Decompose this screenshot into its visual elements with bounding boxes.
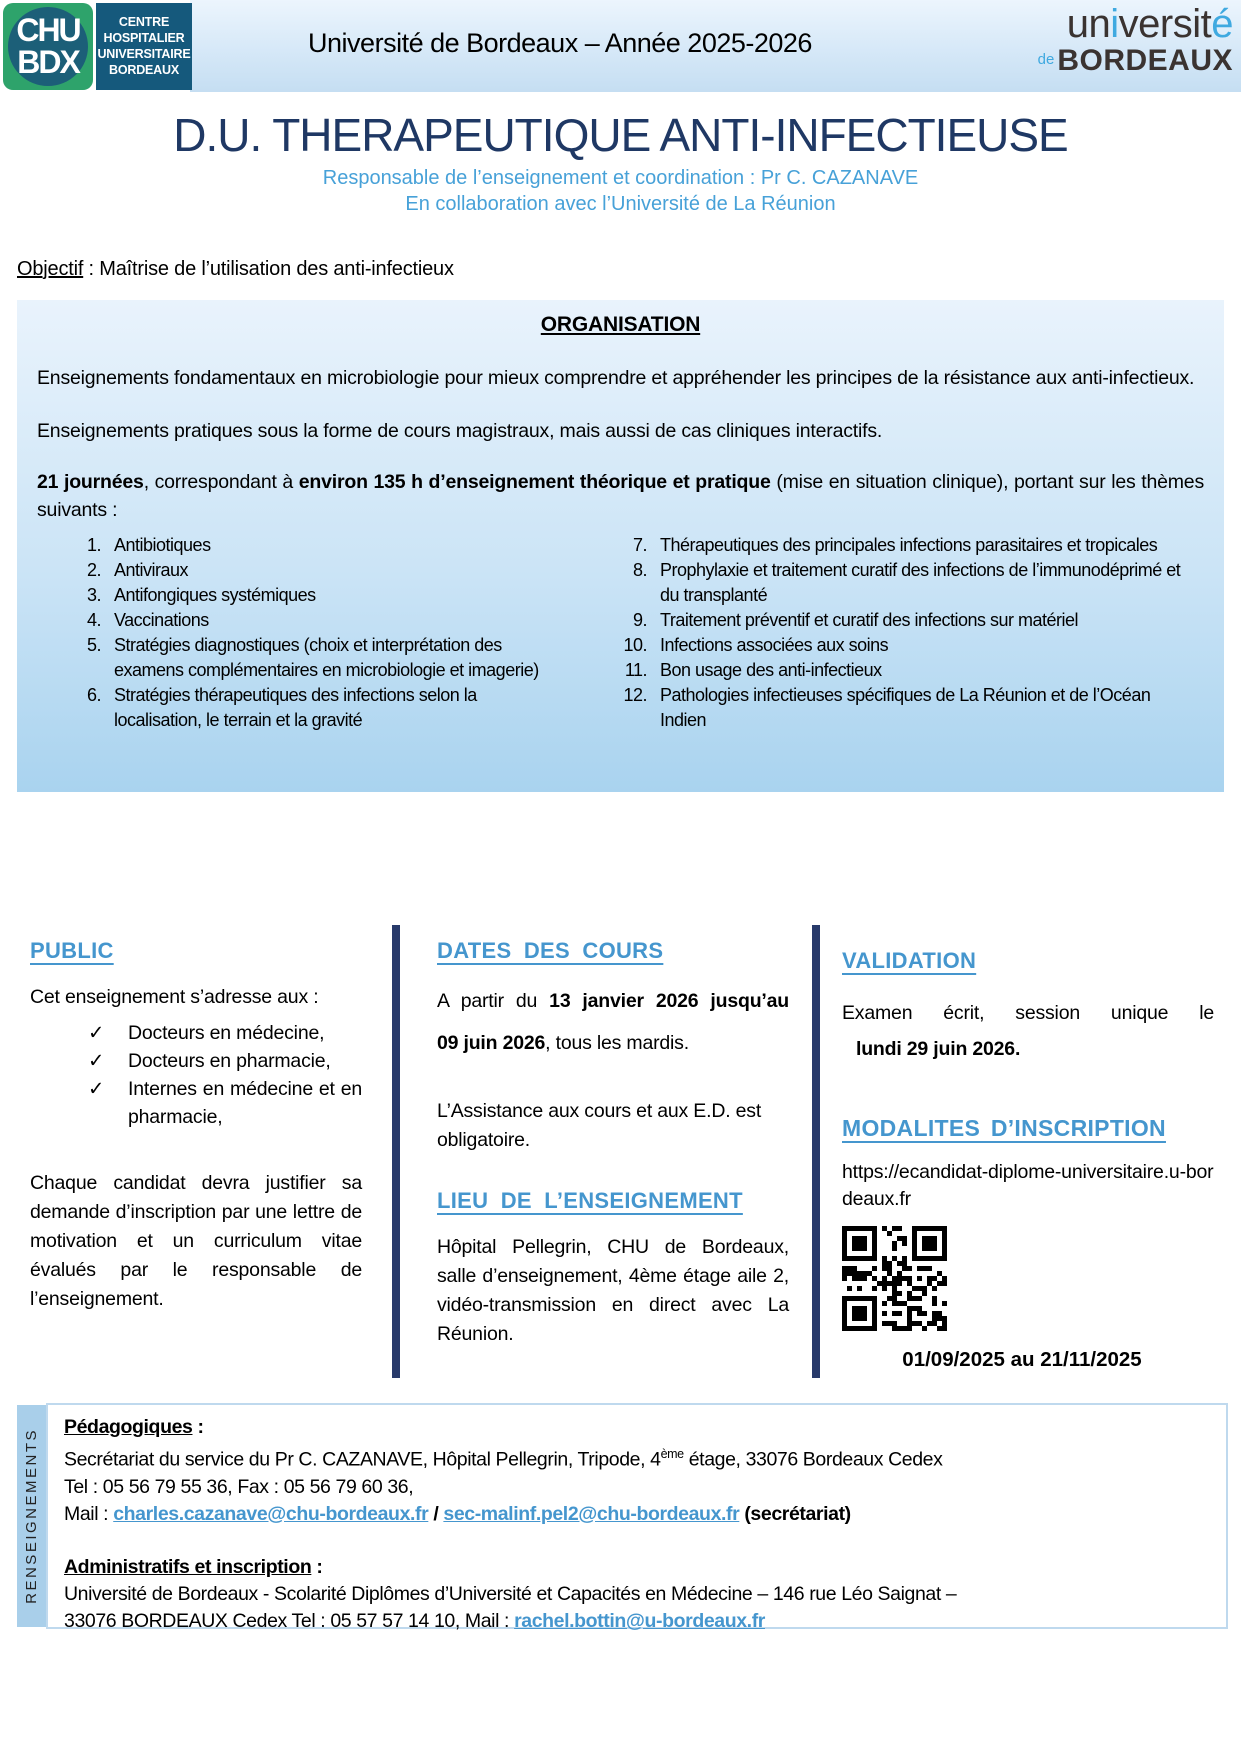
attendance-note: L’Assistance aux cours et aux E.D. est obligatoire. [437, 1100, 762, 1151]
inscription-period: 01/09/2025 au 21/11/2025 [902, 1348, 1142, 1371]
qr-finder-bottom-left [842, 1296, 877, 1331]
public-section [30, 938, 362, 1314]
heading-colon: : [192, 1416, 204, 1438]
inscription-url-link[interactable]: https://ecandidat-diplome-universitaire.u-bordeaux.fr [842, 1161, 1214, 1210]
chu-bdx-logo [3, 3, 93, 90]
pedagogiques-heading [64, 1414, 1212, 1441]
theme-text: Stratégies thérapeutiques des infections selon la localisation, le terrain et la gravité [114, 685, 477, 730]
theme-number: 10. [623, 635, 647, 655]
dates-heading: DATES DES COURS [437, 938, 664, 963]
public-checklist [30, 1019, 362, 1131]
ub-logo-word [1038, 4, 1233, 44]
theme-item [67, 533, 567, 558]
ub-logo-city: BORDEAUX [1057, 44, 1233, 77]
theme-item [603, 633, 1196, 658]
chu-acronym-line2: BDX [17, 44, 79, 80]
column-divider [812, 925, 820, 1378]
theme-text: Bon usage des anti-infectieux [660, 660, 882, 680]
theme-number: 1. [86, 535, 101, 555]
check-item-text: Docteurs en médecine, [128, 1022, 325, 1044]
themes-column-right [603, 533, 1196, 733]
theme-text: Prophylaxie et traitement curatif des infections de l’immunodéprimé et du transplanté [660, 560, 1181, 605]
theme-text: Thérapeutiques des principales infections parasitaires et tropicales [660, 535, 1158, 555]
organisation-paragraph-1: Enseignements fondamentaux en microbiologie pour mieux comprendre et appréhender les principes de la résistance aux anti-infectieux. [37, 367, 1195, 389]
theme-number: 4. [86, 610, 101, 630]
check-item-text: Internes en médecine et en pharmacie, [128, 1078, 362, 1128]
theme-item [67, 683, 567, 733]
address-text: étage, 33076 Bordeaux Cedex [683, 1448, 943, 1471]
theme-number: 3. [86, 585, 101, 605]
chu-org-line: BORDEAUX [109, 63, 179, 77]
qr-finder-top-right [912, 1226, 947, 1261]
address-text: Secrétariat du service du Pr C. CAZANAVE, Hôpital Pellegrin, Tripode, 4 [64, 1448, 661, 1471]
location-paragraph: Hôpital Pellegrin, CHU de Bordeaux, salle d’enseignement, 4ème étage aile 2, vidéo-transmission en direct avec La Réunion. [437, 1236, 789, 1345]
theme-item [67, 583, 567, 608]
check-item [30, 1019, 362, 1047]
chu-org-line: UNIVERSITAIRE [97, 47, 191, 61]
dates-end-date: 09 juin 2026 [437, 1032, 546, 1054]
theme-text: Infections associées aux soins [660, 635, 889, 655]
dates-text: A partir du [437, 990, 550, 1012]
theme-item [67, 633, 567, 683]
administratifs-heading [64, 1554, 1212, 1581]
page-subtitle-2: En collaboration avec l’Université de La Réunion [405, 193, 836, 215]
check-item-text: Docteurs en pharmacie, [128, 1050, 331, 1072]
heading-colon: : [311, 1555, 323, 1578]
ub-word-part: versit [1118, 2, 1212, 46]
theme-text: Pathologies infectieuses spécifiques de La Réunion et de l’Océan Indien [660, 685, 1151, 730]
administratifs-contact-line [64, 1608, 1212, 1635]
chu-org-line: CENTRE [118, 15, 170, 29]
ub-word-part-accent: i [1110, 2, 1119, 46]
universite-bordeaux-logo [1038, 4, 1233, 76]
org-p3-bold-1: 21 journées [37, 471, 144, 493]
location-heading-row [437, 1188, 789, 1214]
page-subtitle-1: Responsable de l’enseignement et coordination : Pr C. CAZANAVE [322, 167, 919, 189]
qr-finder-top-left [842, 1226, 877, 1261]
org-p3-text-2: (mise en situation clinique), portant sur les thèmes suivants : [37, 471, 1205, 521]
validation-heading: VALIDATION [842, 948, 977, 973]
theme-number: 5. [86, 635, 101, 655]
mail-separator: / [428, 1502, 444, 1525]
banner-title: Université de Bordeaux – Année 2025-2026 [308, 28, 812, 58]
mail-link-secretariat[interactable]: sec-malinf.pel2@chu-bordeaux.fr [443, 1502, 740, 1525]
pedagogiques-mail-line [64, 1501, 1212, 1528]
page-title: D.U. THERAPEUTIQUE ANTI-INFECTIEUSE [173, 109, 1068, 161]
chu-acronym-line1: CHU [16, 12, 80, 48]
theme-item [603, 558, 1196, 608]
theme-text: Vaccinations [114, 610, 209, 630]
inscription-heading-row [842, 1088, 1214, 1142]
theme-item [603, 608, 1196, 633]
ub-word-part-accent: é [1211, 2, 1233, 46]
themes-column-left [67, 533, 567, 733]
ub-logo-city-line [1038, 46, 1233, 76]
pedagogiques-phone-line: Tel : 05 56 79 55 36, Fax : 05 56 79 60 36, [64, 1475, 414, 1498]
theme-text: Stratégies diagnostiques (choix et interprétation des examens complémentaires en microbiologie et imagerie) [114, 635, 539, 680]
theme-number: 12. [623, 685, 647, 705]
theme-number: 9. [632, 610, 647, 630]
mail-link-bottin[interactable]: rachel.bottin@u-bordeaux.fr [514, 1609, 765, 1632]
pedagogiques-address-line [64, 1441, 1212, 1474]
theme-text: Antiviraux [114, 560, 189, 580]
column-divider [392, 925, 400, 1378]
spacer [64, 1528, 1212, 1554]
dates-text: , tous les mardis. [545, 1032, 689, 1054]
administratifs-address-line: Université de Bordeaux - Scolarité Diplômes d’Université et Capacités en Médecine – 146 rue Léo Saignat – [64, 1582, 957, 1605]
validation-text: Examen écrit, session unique le [842, 1002, 1214, 1024]
pedagogiques-heading-text: Pédagogiques [64, 1416, 193, 1438]
theme-number: 6. [86, 685, 101, 705]
themes-lists [17, 524, 1224, 733]
renseignements-side-label: RENSEIGNEMENTS [23, 1428, 40, 1604]
chu-logo-acronym [3, 14, 93, 78]
org-p3-bold-2: environ 135 h d’enseignement théorique et pratique [298, 471, 771, 493]
address-superscript: ème [660, 1447, 684, 1461]
dates-line-2 [437, 1032, 789, 1055]
ub-word-part: un [1066, 2, 1111, 46]
check-item [30, 1047, 362, 1075]
organisation-paragraph-3 [37, 468, 1204, 524]
check-item [30, 1075, 362, 1131]
theme-number: 8. [632, 560, 647, 580]
dates-start-date: 13 janvier 2026 jusqu’au [549, 990, 789, 1012]
checkmark-icon: ✓ [88, 1022, 105, 1044]
theme-number: 2. [86, 560, 101, 580]
validation-section [842, 948, 1214, 1372]
administratifs-heading-text: Administratifs et inscription [64, 1555, 312, 1578]
theme-text: Traitement préventif et curatif des infections sur matériel [660, 610, 1079, 630]
objective-text: : Maîtrise de l’utilisation des anti-infectieux [83, 258, 454, 280]
contact-text: 33076 BORDEAUX Cedex Tel : 05 57 57 14 10, Mail : [64, 1609, 515, 1632]
public-intro: Cet enseignement s’adresse aux : [30, 986, 319, 1008]
renseignements-side-strip [17, 1405, 46, 1627]
location-heading: LIEU DE L’ENSEIGNEMENT [437, 1188, 743, 1213]
public-paragraph: Chaque candidat devra justifier sa demande d’inscription par une lettre de motivation et un curriculum vitae évalués par le responsable de l’enseignement. [30, 1172, 362, 1310]
theme-item [603, 533, 1196, 558]
mail-link-cazanave[interactable]: charles.cazanave@chu-bordeaux.fr [113, 1502, 429, 1525]
organisation-heading: ORGANISATION [540, 313, 701, 336]
public-heading: PUBLIC [30, 938, 114, 963]
organisation-paragraph-2: Enseignements pratiques sous la forme de cours magistraux, mais aussi de cas cliniques interactifs. [37, 420, 883, 442]
inscription-heading: MODALITES D’INSCRIPTION [842, 1115, 1166, 1141]
chu-org-line: HOSPITALIER [103, 31, 185, 45]
qr-code [842, 1226, 947, 1331]
dates-section [437, 938, 789, 1349]
theme-item [67, 608, 567, 633]
org-p3-text-1: , correspondant à [143, 471, 299, 493]
mail-label: Mail : [64, 1502, 114, 1525]
theme-text: Antibiotiques [114, 535, 211, 555]
theme-number: 7. [632, 535, 647, 555]
renseignements-box [46, 1403, 1228, 1632]
checkmark-icon: ✓ [88, 1078, 105, 1100]
validation-exam-date: lundi 29 juin 2026. [856, 1038, 1021, 1060]
chu-org-name-box [96, 3, 192, 90]
dates-line-1 [437, 990, 789, 1013]
theme-number: 11. [624, 660, 647, 680]
theme-text: Antifongiques systémiques [114, 585, 316, 605]
organisation-box [17, 300, 1224, 792]
theme-item [67, 558, 567, 583]
organisation-heading-row [17, 300, 1224, 337]
checkmark-icon: ✓ [88, 1050, 105, 1072]
ub-logo-de: de [1037, 51, 1055, 68]
theme-item [603, 658, 1196, 683]
theme-item [603, 683, 1196, 733]
mail-suffix: (secrétariat) [739, 1502, 851, 1525]
objective-label: Objectif [17, 258, 84, 280]
objective-line [17, 258, 454, 281]
